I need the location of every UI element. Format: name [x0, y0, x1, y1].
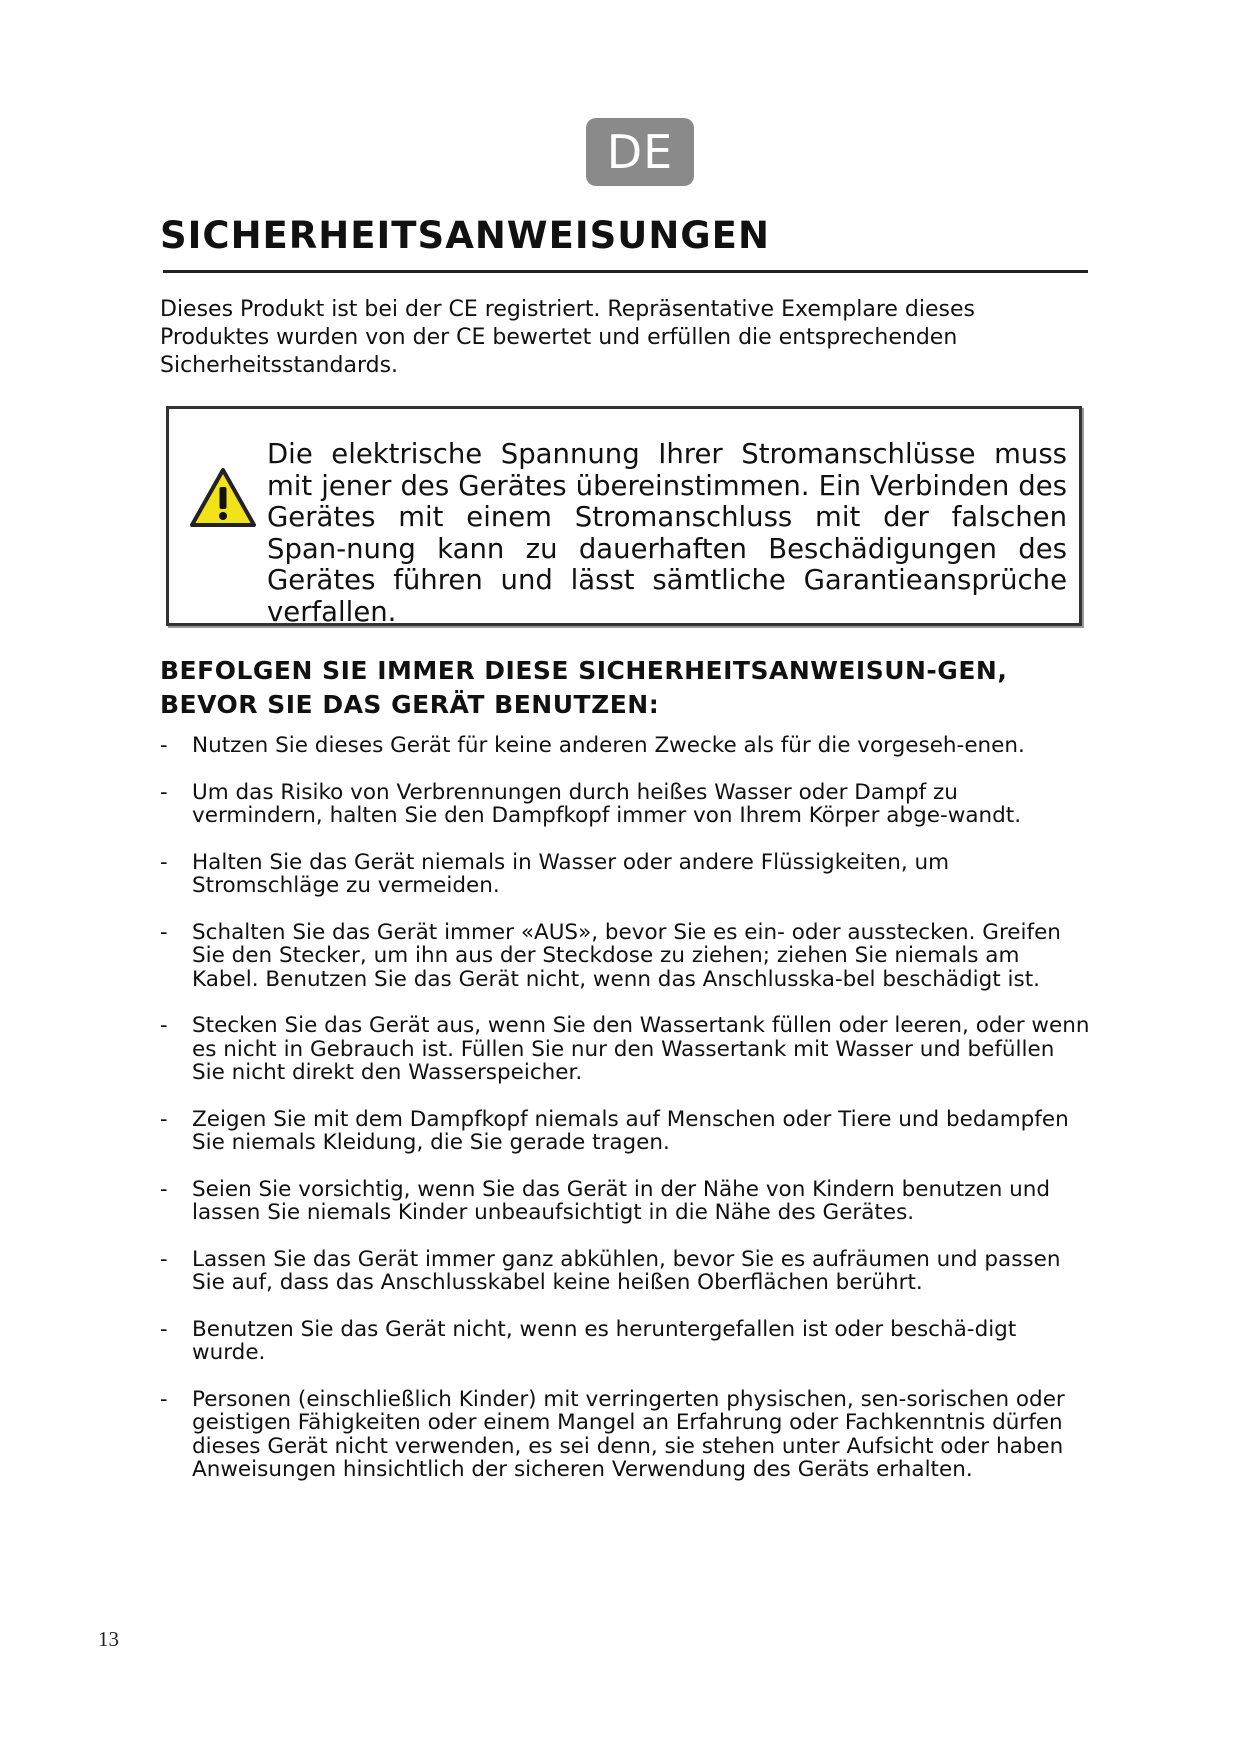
- bullet-dash: -: [160, 1176, 168, 1201]
- page-title: SICHERHEITSANWEISUNGEN: [160, 214, 770, 257]
- list-item: [160, 1014, 1090, 1085]
- title-divider: [163, 270, 1088, 273]
- bullet-dash: -: [160, 779, 168, 804]
- list-item-text: Schalten Sie das Gerät immer «AUS», bevor Sie es ein- oder ausstecken. Greifen Sie den Stecker, um ihn aus der Steckdose zu ziehen; ziehen Sie niemals am Kabel. Benutzen Sie das Gerät nicht, wenn das Anschlusska-bel beschädigt ist.: [192, 919, 1061, 992]
- language-badge: DE: [586, 118, 694, 186]
- list-item: [160, 1388, 1090, 1482]
- bullet-dash: -: [160, 1316, 168, 1341]
- list-item-text: Personen (einschließlich Kinder) mit verringerten physischen, sen-sorischen oder geistigen Fähigkeiten oder einem Mangel an Erfahrung oder Fachkenntnis dürfen dieses Gerät nicht verwenden, es sei denn, sie stehen unter Aufsicht oder haben Anweisungen hinsichtlich der sicheren Verwendung des Geräts erhalten.: [192, 1386, 1065, 1482]
- list-item-text: Nutzen Sie dieses Gerät für keine anderen Zwecke als für die vorgeseh-enen.: [192, 733, 1025, 758]
- list-item-text: Zeigen Sie mit dem Dampfkopf niemals auf Menschen oder Tiere und bedampfen Sie niemals Kleidung, die Sie gerade tragen.: [192, 1106, 1069, 1155]
- list-item: [160, 851, 1090, 898]
- warning-box: [166, 406, 1082, 626]
- bullet-dash: -: [160, 1246, 168, 1271]
- list-item: [160, 734, 1090, 758]
- list-item: [160, 1178, 1090, 1225]
- list-item: [160, 1108, 1090, 1155]
- list-item-text: Seien Sie vorsichtig, wenn Sie das Gerät in der Nähe von Kindern benutzen und lassen Sie niemals Kinder unbeaufsichtigt in die Nähe des Gerätes.: [192, 1176, 1051, 1225]
- warning-text: Die elektrische Spannung Ihrer Stromanschlüsse muss mit jener des Gerätes übereinstimmen. Ein Verbinden des Gerätes mit einem Stromanschluss mit der falschen Span-nung kann zu dauerhaften Beschädigungen des Gerätes führen und lässt sämtliche Garantieansprüche verfallen.: [267, 438, 1067, 628]
- list-item: [160, 1248, 1090, 1295]
- page-number: 13: [98, 1627, 119, 1651]
- safety-rules-list: [160, 734, 1090, 1505]
- bullet-dash: -: [160, 1106, 168, 1131]
- list-item: [160, 921, 1090, 992]
- list-item-text: Halten Sie das Gerät niemals in Wasser oder andere Flüssigkeiten, um Stromschläge zu vermeiden.: [192, 849, 950, 898]
- bullet-dash: -: [160, 849, 168, 874]
- list-item: [160, 781, 1090, 828]
- list-item-text: Benutzen Sie das Gerät nicht, wenn es heruntergefallen ist oder beschä-digt wurde.: [192, 1316, 1017, 1365]
- intro-paragraph: Dieses Produkt ist bei der CE registriert. Repräsentative Exemplare dieses Produktes wurden von der CE bewertet und erfüllen die entsprechenden Sicherheitsstandards.: [160, 297, 975, 378]
- bullet-dash: -: [160, 919, 168, 944]
- list-item-text: Lassen Sie das Gerät immer ganz abkühlen, bevor Sie es aufräumen und passen Sie auf, dass das Anschlusskabel keine heißen Oberflächen berührt.: [192, 1246, 1061, 1295]
- warning-triangle-icon: [189, 467, 257, 529]
- safety-subheading: BEFOLGEN SIE IMMER DIESE SICHERHEITSANWEISUN-GEN, BEVOR SIE DAS GERÄT BENUTZEN:: [160, 656, 1008, 719]
- bullet-dash: -: [160, 1013, 168, 1037]
- list-item-text: Stecken Sie das Gerät aus, wenn Sie den Wassertank füllen oder leeren, oder wenn es nicht in Gebrauch ist. Füllen Sie nur den Wassertank mit Wasser und befüllen Sie nicht direkt den Wasserspeicher.: [192, 1013, 1090, 1085]
- list-item-text: Um das Risiko von Verbrennungen durch heißes Wasser oder Dampf zu vermindern, halten Sie den Dampfkopf immer von Ihrem Körper abge-wandt.: [192, 779, 1022, 828]
- bullet-dash: -: [160, 733, 168, 757]
- list-item: [160, 1318, 1090, 1365]
- bullet-dash: -: [160, 1386, 168, 1411]
